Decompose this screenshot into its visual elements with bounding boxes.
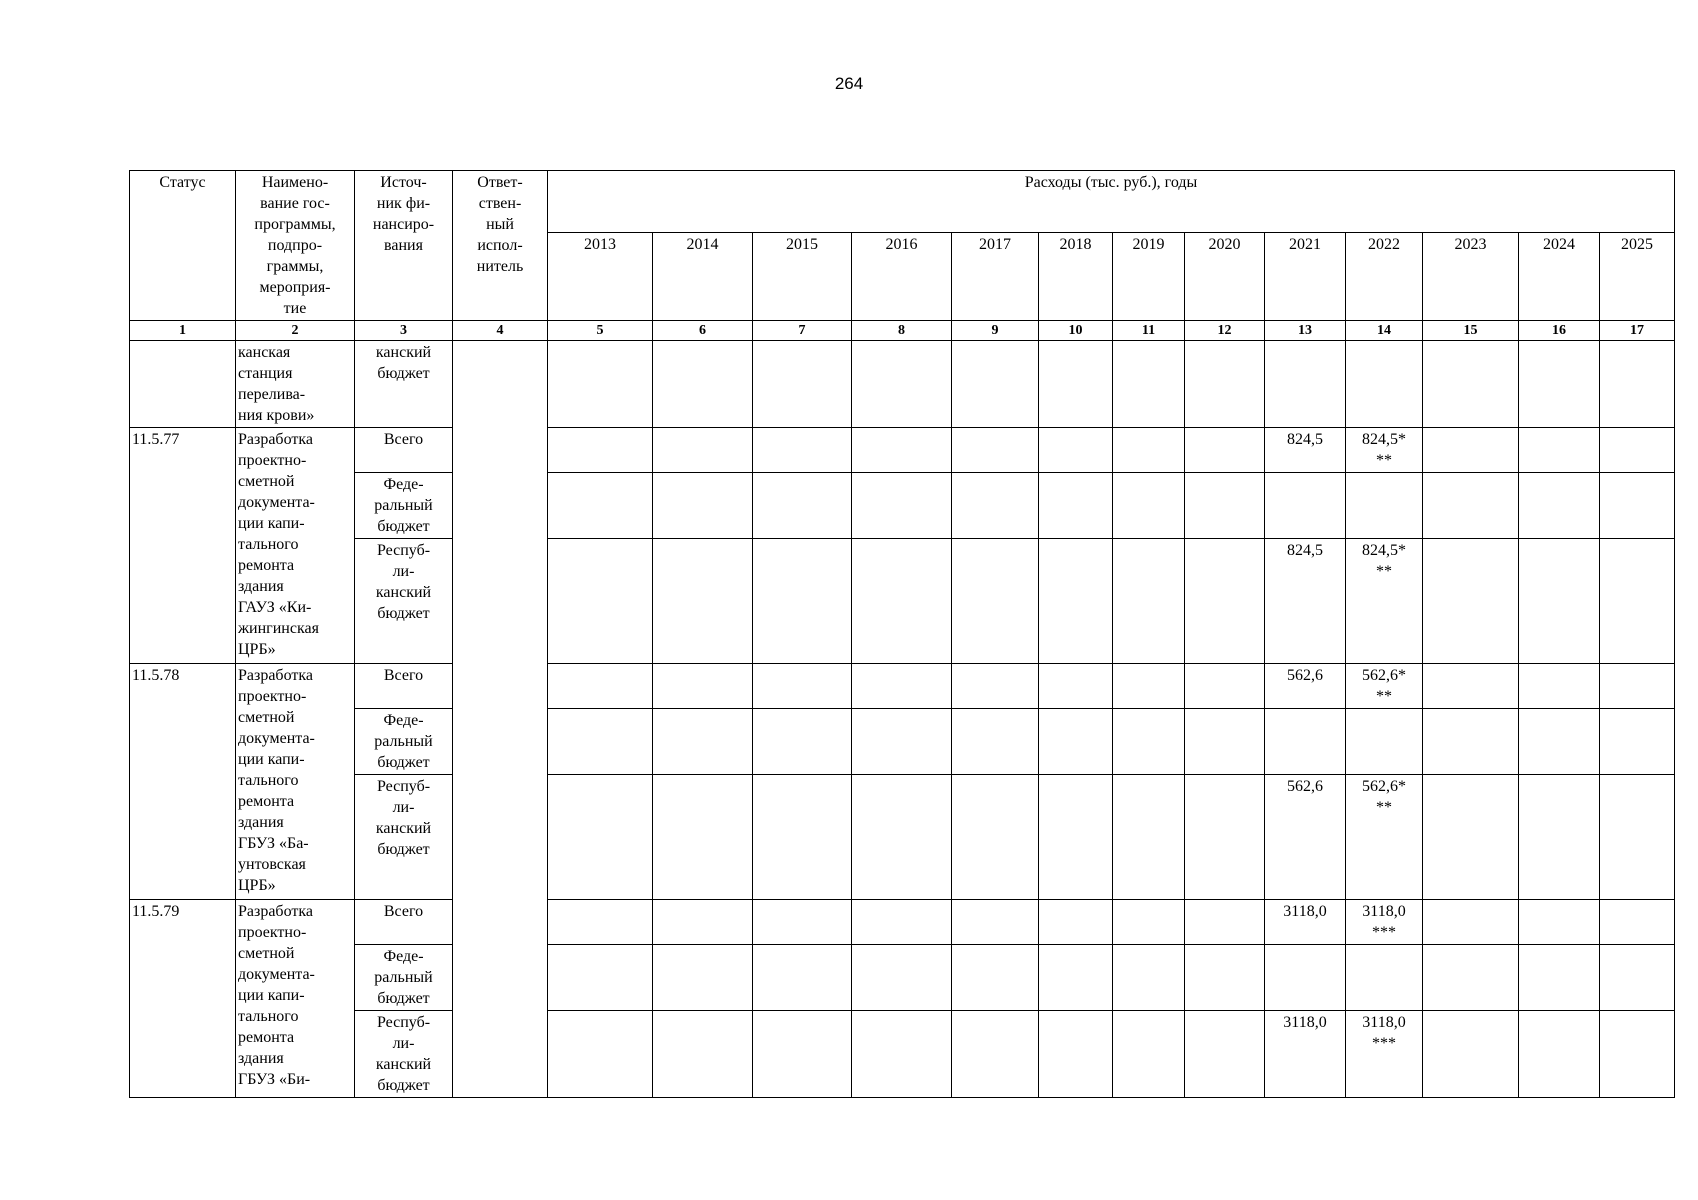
- value-cell: [1185, 428, 1265, 473]
- value-cell: [653, 945, 753, 1011]
- column-number: 5: [548, 321, 653, 341]
- value-cell: [1600, 945, 1675, 1011]
- value-cell-2021: [1265, 709, 1346, 775]
- value-cell: [653, 539, 753, 664]
- column-number: 13: [1265, 321, 1346, 341]
- value-cell: [852, 945, 952, 1011]
- value-cell: [1185, 1011, 1265, 1098]
- column-number: 14: [1346, 321, 1423, 341]
- year-header: 2016: [852, 233, 952, 321]
- year-header: 2013: [548, 233, 653, 321]
- value-cell: [1185, 900, 1265, 945]
- value-cell: [653, 664, 753, 709]
- table-row: [130, 428, 1675, 473]
- value-cell: [753, 428, 852, 473]
- value-cell: [1039, 1011, 1113, 1098]
- column-number: 6: [653, 321, 753, 341]
- value-cell: [1423, 664, 1519, 709]
- column-number: 10: [1039, 321, 1113, 341]
- value-cell: [952, 945, 1039, 1011]
- value-cell: [952, 539, 1039, 664]
- value-cell: [852, 664, 952, 709]
- value-cell: [1113, 775, 1185, 900]
- value-cell-2022: [1346, 473, 1423, 539]
- value-cell-2022: 824,5* **: [1346, 428, 1423, 473]
- value-cell: [1346, 341, 1423, 428]
- value-cell: [653, 709, 753, 775]
- value-cell: [1423, 900, 1519, 945]
- source-cell: Всего: [355, 900, 453, 945]
- value-cell-2022: 3118,0 ***: [1346, 900, 1423, 945]
- value-cell: [548, 473, 653, 539]
- value-cell: [1039, 428, 1113, 473]
- value-cell: [753, 473, 852, 539]
- value-cell: [952, 428, 1039, 473]
- value-cell: [1039, 341, 1113, 428]
- source-cell: Всего: [355, 664, 453, 709]
- value-cell: [1185, 775, 1265, 900]
- value-cell: [952, 1011, 1039, 1098]
- column-number: 8: [852, 321, 952, 341]
- value-cell: [1519, 775, 1600, 900]
- table-row: [130, 539, 1675, 664]
- value-cell: [1423, 473, 1519, 539]
- value-cell: [548, 664, 653, 709]
- name-cell: Разработка проектно- сметной документа- ции капи- тального ремонта здания ГБУЗ «Би-: [236, 900, 355, 1098]
- value-cell: [1423, 428, 1519, 473]
- name-cell: Разработка проектно- сметной документа- ции капи- тального ремонта здания ГАУЗ «Ки- жингинская ЦРБ»: [236, 428, 355, 664]
- value-cell-2021: [1265, 945, 1346, 1011]
- source-cell: Феде- ральный бюджет: [355, 473, 453, 539]
- column-number: 12: [1185, 321, 1265, 341]
- value-cell: [1600, 428, 1675, 473]
- header-expenses: Расходы (тыс. руб.), годы: [548, 171, 1675, 233]
- value-cell: [1600, 1011, 1675, 1098]
- value-cell: [548, 1011, 653, 1098]
- year-header: 2015: [753, 233, 852, 321]
- value-cell: [1600, 539, 1675, 664]
- value-cell-2021: 824,5: [1265, 428, 1346, 473]
- value-cell: [653, 428, 753, 473]
- column-number: 9: [952, 321, 1039, 341]
- value-cell: [653, 1011, 753, 1098]
- table-row: [130, 341, 1675, 428]
- year-header: 2025: [1600, 233, 1675, 321]
- value-cell: [952, 775, 1039, 900]
- table-row: [130, 473, 1675, 539]
- value-cell: [952, 473, 1039, 539]
- value-cell: [852, 341, 952, 428]
- value-cell: [1600, 473, 1675, 539]
- value-cell: [952, 341, 1039, 428]
- value-cell: [1039, 473, 1113, 539]
- value-cell: [548, 428, 653, 473]
- value-cell: [1185, 709, 1265, 775]
- status-cell: 11.5.79: [130, 900, 236, 1098]
- value-cell: [1265, 341, 1346, 428]
- status-cell: 11.5.78: [130, 664, 236, 900]
- value-cell: [1423, 945, 1519, 1011]
- value-cell: [952, 900, 1039, 945]
- value-cell: [952, 664, 1039, 709]
- executor-cell: [453, 341, 548, 1098]
- value-cell: [1185, 473, 1265, 539]
- value-cell: [1039, 664, 1113, 709]
- value-cell: [548, 709, 653, 775]
- value-cell: [1600, 900, 1675, 945]
- value-cell: [1185, 341, 1265, 428]
- value-cell: [1600, 709, 1675, 775]
- value-cell: [548, 341, 653, 428]
- value-cell: [1600, 664, 1675, 709]
- column-number: 15: [1423, 321, 1519, 341]
- value-cell: [1113, 473, 1185, 539]
- column-number: 11: [1113, 321, 1185, 341]
- table-row: [130, 775, 1675, 900]
- table-row: [130, 709, 1675, 775]
- value-cell: [1519, 945, 1600, 1011]
- value-cell: [1519, 900, 1600, 945]
- value-cell: [653, 900, 753, 945]
- value-cell: [952, 709, 1039, 775]
- value-cell-2022: [1346, 945, 1423, 1011]
- value-cell: [1113, 709, 1185, 775]
- value-cell: [753, 775, 852, 900]
- value-cell: [852, 900, 952, 945]
- value-cell: [852, 428, 952, 473]
- value-cell: [753, 709, 852, 775]
- table-row: [130, 900, 1675, 945]
- value-cell: [548, 539, 653, 664]
- source-cell: канский бюджет: [355, 341, 453, 428]
- value-cell: [1600, 341, 1675, 428]
- page-number: 264: [834, 74, 864, 93]
- value-cell: [548, 775, 653, 900]
- value-cell: [852, 775, 952, 900]
- value-cell: [1113, 1011, 1185, 1098]
- source-cell: Респуб- ли- канский бюджет: [355, 775, 453, 900]
- value-cell: [753, 900, 852, 945]
- year-header: 2014: [653, 233, 753, 321]
- value-cell: [1519, 341, 1600, 428]
- table-row: [130, 1011, 1675, 1098]
- value-cell: [1039, 775, 1113, 900]
- source-cell: Всего: [355, 428, 453, 473]
- value-cell: [1519, 539, 1600, 664]
- value-cell: [1039, 709, 1113, 775]
- year-header: 2023: [1423, 233, 1519, 321]
- year-header: 2017: [952, 233, 1039, 321]
- table-row: [130, 945, 1675, 1011]
- value-cell: [1185, 945, 1265, 1011]
- value-cell: [548, 900, 653, 945]
- value-cell: [852, 473, 952, 539]
- value-cell: [653, 341, 753, 428]
- value-cell-2022: 562,6* **: [1346, 775, 1423, 900]
- column-number: 4: [453, 321, 548, 341]
- value-cell: [1113, 945, 1185, 1011]
- value-cell: [1185, 664, 1265, 709]
- header-executor: Ответ- ствен- ный испол- нитель: [453, 171, 548, 321]
- budget-table: [129, 170, 1675, 1098]
- value-cell-2021: 3118,0: [1265, 1011, 1346, 1098]
- header-row: [130, 171, 1675, 233]
- value-cell-2022: [1346, 709, 1423, 775]
- value-cell: [1519, 473, 1600, 539]
- year-header: 2022: [1346, 233, 1423, 321]
- value-cell: [1423, 539, 1519, 664]
- header-status: Статус: [130, 171, 236, 321]
- year-header: 2019: [1113, 233, 1185, 321]
- value-cell: [1519, 664, 1600, 709]
- source-cell: Респуб- ли- канский бюджет: [355, 539, 453, 664]
- column-number: 1: [130, 321, 236, 341]
- value-cell: [1600, 775, 1675, 900]
- value-cell-2021: 3118,0: [1265, 900, 1346, 945]
- value-cell: [1423, 1011, 1519, 1098]
- value-cell: [753, 539, 852, 664]
- name-cell: Разработка проектно- сметной документа- ции капи- тального ремонта здания ГБУЗ «Ба- унтовская ЦРБ»: [236, 664, 355, 900]
- value-cell-2022: 562,6* **: [1346, 664, 1423, 709]
- name-cell: канская станция перелива- ния крови»: [236, 341, 355, 428]
- column-number: 17: [1600, 321, 1675, 341]
- value-cell: [548, 945, 653, 1011]
- value-cell: [1423, 775, 1519, 900]
- value-cell-2021: 824,5: [1265, 539, 1346, 664]
- value-cell: [852, 539, 952, 664]
- value-cell: [1519, 428, 1600, 473]
- status-cell: [130, 341, 236, 428]
- value-cell: [1113, 664, 1185, 709]
- source-cell: Феде- ральный бюджет: [355, 709, 453, 775]
- column-number: 7: [753, 321, 852, 341]
- value-cell: [753, 1011, 852, 1098]
- value-cell: [753, 664, 852, 709]
- source-cell: Респуб- ли- канский бюджет: [355, 1011, 453, 1098]
- column-number: 3: [355, 321, 453, 341]
- value-cell: [1423, 341, 1519, 428]
- value-cell: [1039, 900, 1113, 945]
- status-cell: 11.5.77: [130, 428, 236, 664]
- table-row: [130, 664, 1675, 709]
- value-cell-2022: 824,5* **: [1346, 539, 1423, 664]
- header-name: Наимено- вание гос- программы, подпро- граммы, мероприя- тие: [236, 171, 355, 321]
- value-cell: [653, 775, 753, 900]
- year-header: 2018: [1039, 233, 1113, 321]
- year-header: 2020: [1185, 233, 1265, 321]
- year-header: 2021: [1265, 233, 1346, 321]
- value-cell: [1519, 709, 1600, 775]
- value-cell: [753, 341, 852, 428]
- value-cell: [1039, 539, 1113, 664]
- value-cell: [753, 945, 852, 1011]
- value-cell: [1519, 1011, 1600, 1098]
- value-cell: [1113, 900, 1185, 945]
- value-cell: [653, 473, 753, 539]
- value-cell: [1039, 945, 1113, 1011]
- value-cell-2021: 562,6: [1265, 775, 1346, 900]
- value-cell: [1113, 428, 1185, 473]
- value-cell: [1185, 539, 1265, 664]
- value-cell-2021: 562,6: [1265, 664, 1346, 709]
- column-numbers-row: [130, 321, 1675, 341]
- value-cell: [1423, 709, 1519, 775]
- value-cell: [1113, 539, 1185, 664]
- column-number: 16: [1519, 321, 1600, 341]
- header-source: Источ- ник фи- нансиро- вания: [355, 171, 453, 321]
- source-cell: Феде- ральный бюджет: [355, 945, 453, 1011]
- year-header: 2024: [1519, 233, 1600, 321]
- value-cell-2022: 3118,0 ***: [1346, 1011, 1423, 1098]
- value-cell: [1113, 341, 1185, 428]
- value-cell-2021: [1265, 473, 1346, 539]
- column-number: 2: [236, 321, 355, 341]
- value-cell: [852, 1011, 952, 1098]
- value-cell: [852, 709, 952, 775]
